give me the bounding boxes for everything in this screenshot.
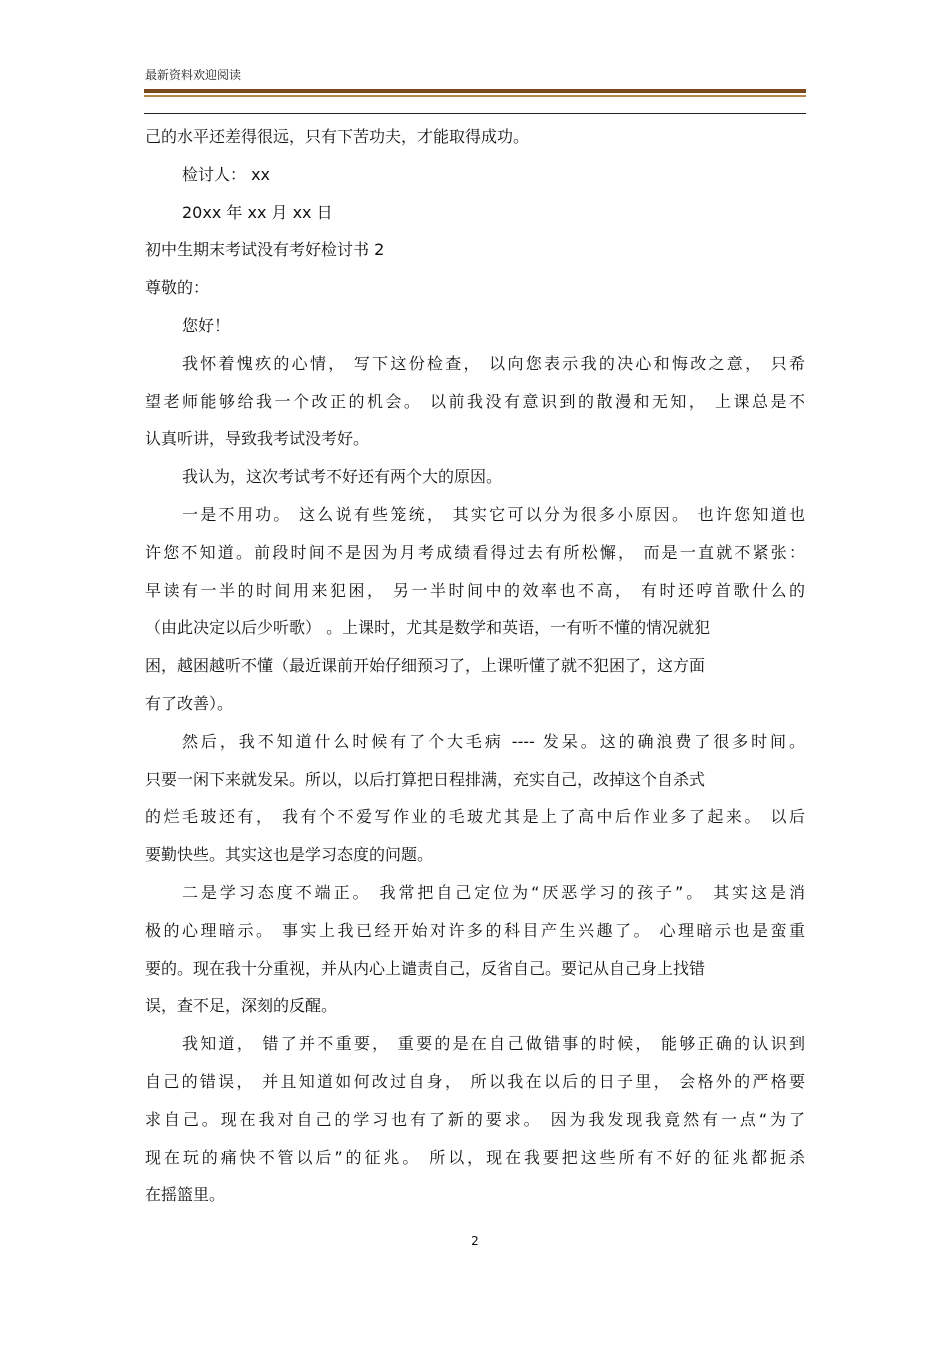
page-number: 2 (471, 1234, 479, 1248)
text-line: 然后，我不知道什么时候有了个大毛病 ---- 发呆。这的确浪费了很多时间。 (182, 731, 805, 751)
text-line: 在摇篮里。 (145, 1185, 226, 1205)
text-line: 误，查不足，深刻的反醒。 (145, 996, 338, 1016)
header-rule-accent (144, 95, 806, 97)
text-line: 的烂毛玻还有， 我有个不爱写作业的毛玻尤其是上了高中后作业多了起来。 以后 (145, 807, 805, 827)
text-line: 我怀着愧疚的心情， 写下这份检查， 以向您表示我的决心和悔改之意， 只希 (182, 353, 805, 373)
text-line: 只要一闲下来就发呆。所以，以后打算把日程排满，充实自己，改掉这个自杀式 (145, 769, 706, 789)
document-body (145, 118, 805, 1214)
header-rule-thin (144, 113, 806, 114)
text-line: 检讨人： xx (182, 164, 271, 184)
text-line: 要勤快些。其实这也是学习态度的问题。 (145, 845, 434, 865)
text-line: 自己的错误， 并且知道如何改过自身， 所以我在以后的日子里， 会格外的严格要 (145, 1071, 805, 1091)
text-line: 有了改善）。 (145, 693, 234, 713)
text-line: 20xx 年 xx 月 xx 日 (182, 202, 333, 222)
text-line: 二是学习态度不端正。 我常把自己定位为“厌恶学习的孩子”。 其实这是消 (182, 882, 805, 902)
text-line: 己的水平还差得很远，只有下苦功夫，才能取得成功。 (145, 127, 530, 146)
text-line: 认真听讲，导致我考试没考好。 (145, 429, 370, 449)
text-line: 一是不用功。 这么说有些笼统， 其实它可以分为很多小原因。 也许您知道也 (182, 504, 805, 524)
text-line: 望老师能够给我一个改正的机会。 以前我没有意识到的散漫和无知， 上课总是不 (145, 391, 805, 411)
text-line: 求自己。现在我对自己的学习也有了新的要求。 因为我发现我竟然有一点“为了 (145, 1109, 805, 1129)
text-line: 极的心理暗示。 事实上我已经开始对许多的科目产生兴趣了。 心理暗示也是蛮重 (145, 920, 805, 940)
text-line: 困，越困越听不懂（最近课前开始仔细预习了，上课听懂了就不犯困了，这方面 (145, 656, 706, 676)
text-line: 要的。现在我十分重视，并从内心上谴责自己，反省自己。要记从自己身上找错 (145, 958, 706, 978)
text-line: 现在玩的痛快不管以后”的征兆。 所以，现在我要把这些所有不好的征兆都扼杀 (145, 1147, 805, 1167)
text-line: 我认为，这次考试考不好还有两个大的原因。 (182, 467, 503, 487)
text-line: 许您不知道。前段时间不是因为月考成绩看得过去有所松懈， 而是一直就不紧张： (145, 542, 805, 562)
text-line: 您好！ (182, 315, 231, 335)
header-rule-thick (144, 89, 806, 93)
text-line: 早读有一半的时间用来犯困， 另一半时间中的效率也不高， 有时还哼首歌什么的 (145, 580, 805, 600)
text-line: 尊敬的： (145, 278, 210, 298)
text-line: 初中生期末考试没有考好检讨书 2 (145, 240, 385, 260)
text-line: （由此决定以后少听歌） 。上课时，尤其是数学和英语，一有听不懂的情况就犯 (145, 618, 711, 638)
page-header: 最新资料欢迎阅读 (145, 68, 242, 82)
text-line: 我知道， 错了并不重要， 重要的是在自己做错事的时候， 能够正确的认识到 (182, 1034, 805, 1054)
